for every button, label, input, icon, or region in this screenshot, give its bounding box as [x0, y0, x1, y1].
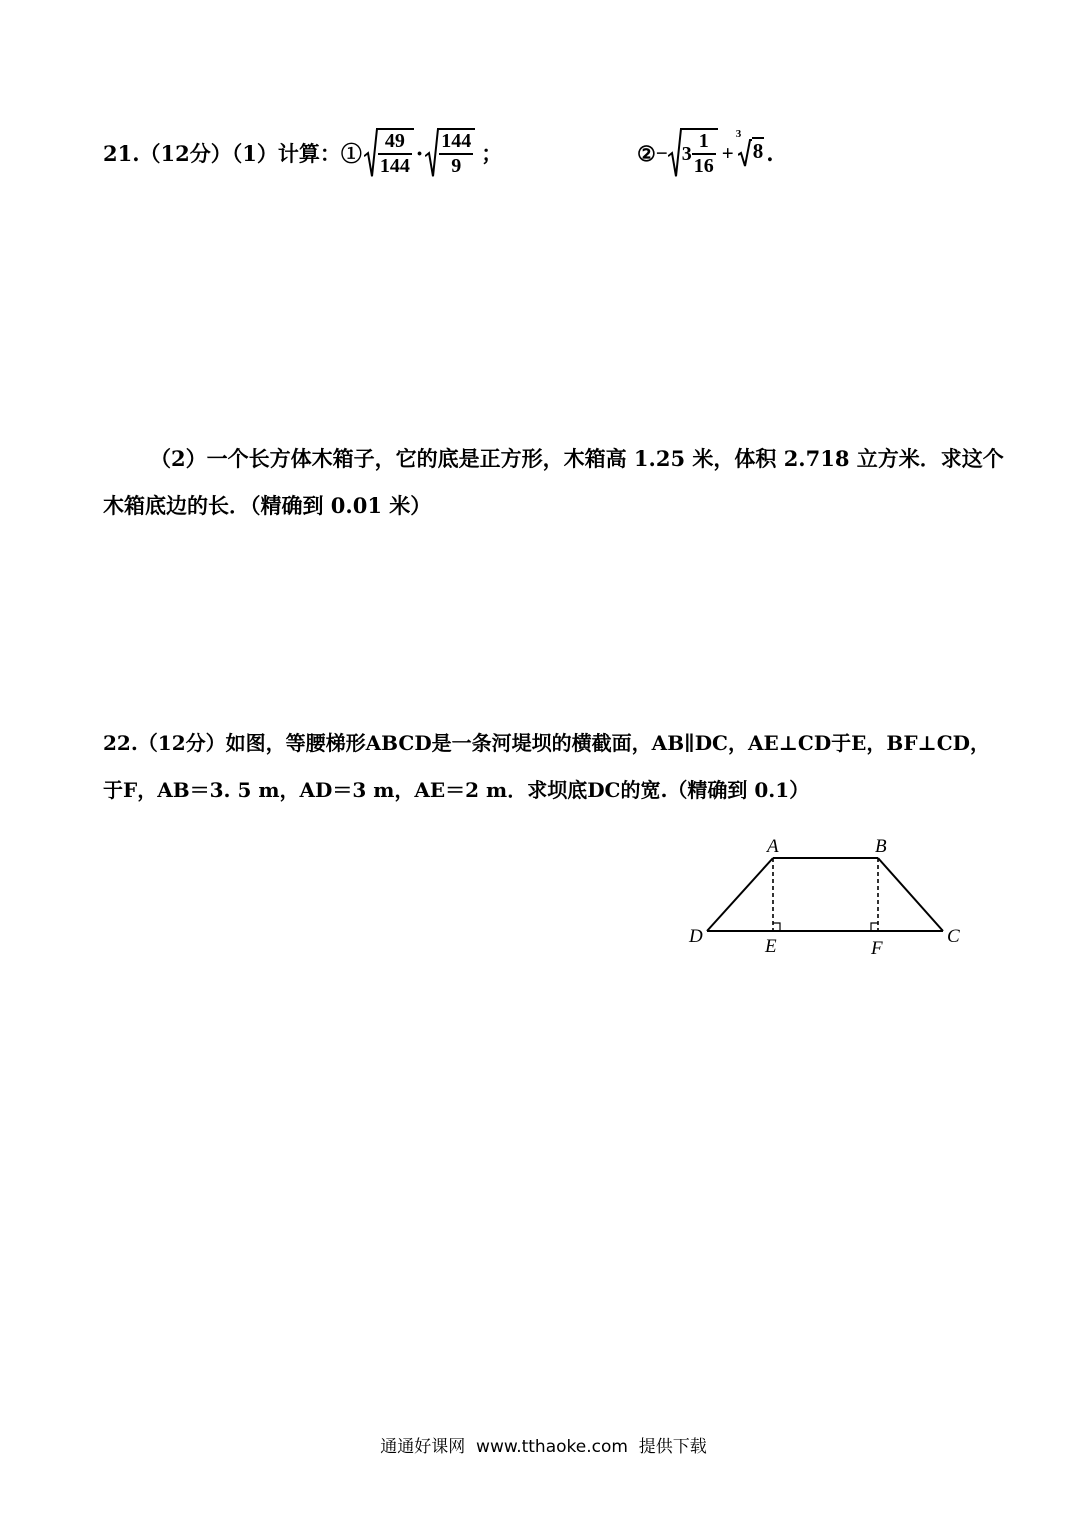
trapezoid-diagram — [685, 830, 985, 960]
q21-line — [103, 118, 502, 188]
q21-item2-end: . — [766, 140, 774, 166]
segment-ad — [707, 858, 773, 931]
fraction-numerator: 144 — [439, 130, 473, 155]
minus-sign: − — [655, 140, 668, 165]
fraction-numerator: 1 — [692, 130, 716, 155]
q21-part1-end: ； — [481, 140, 503, 166]
radical-sign-icon — [364, 128, 378, 178]
q21-part2-line2: 木箱底边的长．（精确到 0.01 米） — [103, 493, 432, 518]
root-index: 3 — [735, 128, 742, 140]
fraction-numerator: 49 — [378, 130, 412, 155]
label-d: D — [689, 926, 703, 947]
sqrt-expression-3 — [668, 128, 718, 178]
multiply-dot: · — [415, 140, 424, 166]
segment-bc — [878, 858, 943, 931]
label-a: A — [767, 836, 779, 857]
radical-sign-icon — [668, 128, 682, 178]
q21-item2 — [637, 118, 774, 188]
page-footer: 通通好课网 www.tthaoke.com 提供下载 — [380, 1437, 707, 1457]
fraction-denominator: 144 — [379, 155, 410, 177]
radical-sign-icon — [425, 128, 439, 178]
fraction-denominator: 16 — [693, 155, 714, 177]
sqrt-expression-1 — [364, 128, 414, 178]
sqrt-expression-2 — [425, 128, 475, 178]
q22-line1: 22.（12分）如图，等腰梯形ABCD是一条河堤坝的横截面，AB∥DC，AE⊥CD于E，BF⊥CD， — [103, 731, 990, 755]
right-angle-mark-f — [871, 923, 878, 931]
radicand: 8 — [752, 138, 764, 163]
q21-part2-line1: （2）一个长方体木箱子，它的底是正方形，木箱高 1.25 米，体积 2.718 立方米．求这个 — [150, 446, 1004, 471]
right-angle-mark-e — [773, 923, 780, 931]
label-e: E — [765, 936, 777, 957]
plus-sign: + — [721, 140, 734, 165]
mixed-number-whole: 3 — [681, 143, 692, 165]
label-b: B — [875, 836, 887, 857]
item-2-label: ② — [637, 140, 656, 166]
q22-line2: 于F，AB＝3. 5 m，AD＝3 m，AE＝2 m．求坝底DC的宽.（精确到 0.1） — [103, 778, 810, 802]
radical-sign-icon — [738, 139, 752, 167]
fraction-denominator: 9 — [451, 155, 462, 177]
q21-head: 21.（12分）（1）计算：① — [103, 140, 362, 166]
label-f: F — [871, 938, 883, 959]
cube-root — [735, 128, 765, 167]
label-c: C — [947, 926, 960, 947]
